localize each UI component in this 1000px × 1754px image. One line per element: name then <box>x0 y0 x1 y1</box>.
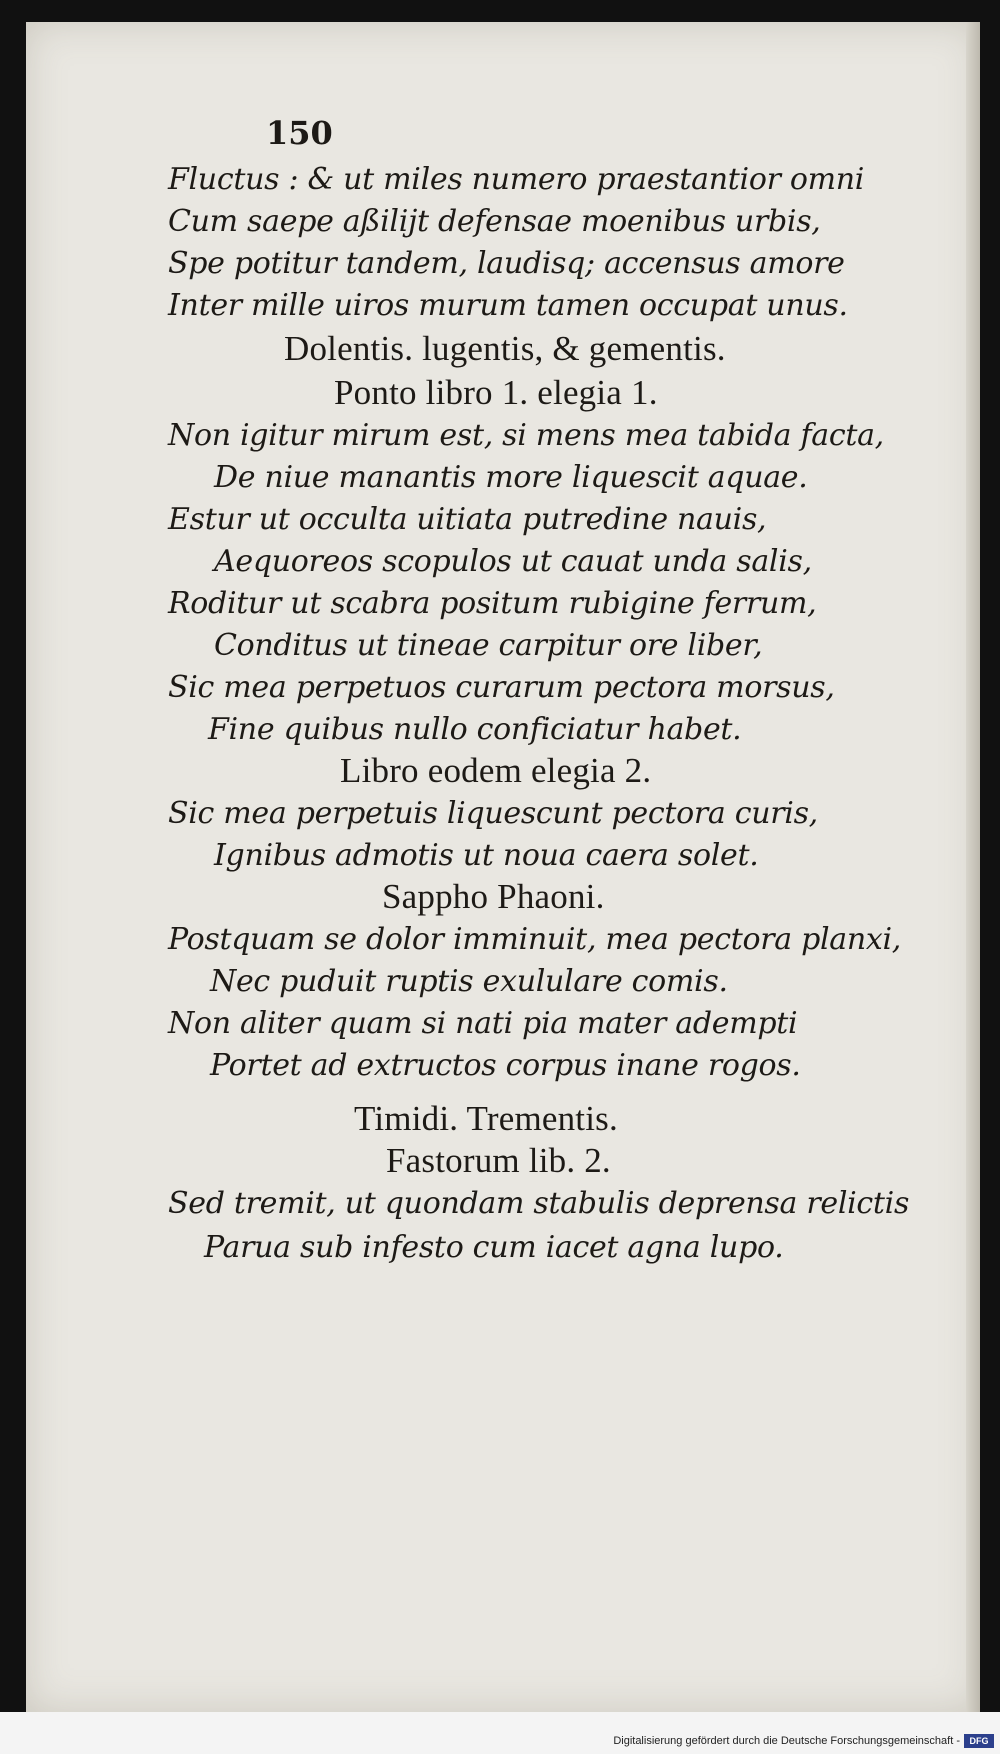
text-line: Ignibus admotis ut noua caera solet. <box>214 838 759 873</box>
text-line: Portet ad extructos corpus inane rogos. <box>210 1048 801 1083</box>
footer-bar <box>0 1712 1000 1754</box>
section-heading: Libro eodem elegia 2. <box>340 751 652 790</box>
section-heading: Sappho Phaoni. <box>382 877 605 916</box>
section-heading: Ponto libro 1. elegia 1. <box>334 373 658 412</box>
text-line: Sic mea perpetuis liquescunt pectora curis, <box>168 796 818 831</box>
text-line: Sed tremit, ut quondam stabulis deprensa relictis <box>168 1186 910 1221</box>
text-line: Inter mille uiros murum tamen occupat unus. <box>168 288 848 323</box>
text-line: Sic mea perpetuos curarum pectora morsus, <box>168 670 835 705</box>
text-line: Fine quibus nullo conficiatur habet. <box>208 712 742 747</box>
section-heading: Timidi. Trementis. <box>354 1099 618 1138</box>
book-page <box>26 22 980 1712</box>
text-line: Non aliter quam si nati pia mater adempti <box>168 1006 798 1041</box>
section-heading: Dolentis. lugentis, & gementis. <box>284 329 726 368</box>
text-line: Parua sub infesto cum iacet agna lupo. <box>204 1230 784 1265</box>
section-heading: Fastorum lib. 2. <box>386 1141 611 1180</box>
page-edge <box>966 22 980 1712</box>
text-line: Postquam se dolor imminuit, mea pectora planxi, <box>168 922 902 957</box>
text-line: Spe potitur tandem, laudisq; accensus amore <box>168 246 845 281</box>
text-line: Nec puduit ruptis exululare comis. <box>210 964 728 999</box>
text-line: Conditus ut tineae carpitur ore liber, <box>214 628 763 663</box>
page-number: 150 <box>266 114 333 152</box>
text-line: Estur ut occulta uitiata putredine nauis, <box>168 502 767 537</box>
text-line: Fluctus : & ut miles numero praestantior omni <box>168 162 865 197</box>
dfg-logo: DFG <box>964 1734 994 1748</box>
text-line: Roditur ut scabra positum rubigine ferrum, <box>168 586 817 621</box>
text-line: De niue manantis more liquescit aquae. <box>214 460 808 495</box>
funding-notice: Digitalisierung gefördert durch die Deutsche Forschungsgemeinschaft - <box>613 1735 960 1747</box>
text-line: Cum saepe aßilijt defensae moenibus urbis, <box>168 204 821 239</box>
text-line: Non igitur mirum est, si mens mea tabida facta, <box>168 418 884 453</box>
text-line: Aequoreos scopulos ut cauat unda salis, <box>214 544 812 579</box>
